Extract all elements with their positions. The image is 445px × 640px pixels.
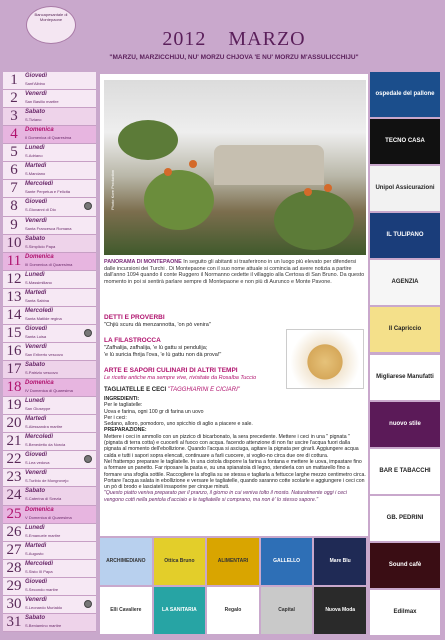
day-name: Sabato: [25, 614, 46, 621]
right-ad-column: [370, 72, 440, 637]
saint-name: S.Benedetto da Norcia: [25, 442, 66, 448]
day-number: 26: [6, 523, 22, 540]
day-row: [3, 451, 96, 469]
arte-sub: Le ricette antiche ma sempre vive, rivisitate da Rosalba Tuccio: [104, 375, 257, 381]
caption-text: In seguito gli abitanti si trasferirono in un luogo più elevato per difendersi dalle incursioni dei Turchi . Di Montepaone con il suo nome attuale si comincia ad avere notizia a partire dall'anno 1094 quando il conte Ruggero il Normanno cedette il villaggio alla Certosa di San Bruno. Da questo momento in poi si sentirà parlare sempre di Montepaone e non più di Aurunco e Monte Pavone.: [104, 259, 365, 285]
moon-phase-icon: [84, 202, 92, 210]
month-proverb: "MARZU, MARZICCHIJU, NU' MORZU CHJOVA 'E NU' MORZU M'ASSULICCHIJU": [109, 54, 359, 61]
ad-banner: BAR E TABACCHI: [370, 449, 440, 494]
day-name: Lunedì: [25, 524, 45, 531]
ad-banner: Il Capriccio: [370, 307, 440, 352]
ingredient-line: Per le tagliatelle:: [104, 402, 143, 409]
page-title: [98, 28, 370, 51]
recipe-title: [104, 387, 240, 393]
ad-tile: ALIMENTARI: [207, 538, 259, 585]
cactus-shape: [118, 120, 178, 160]
saint-name: S.Giovanni di Dio: [25, 207, 56, 213]
day-name: Mercoledì: [25, 181, 54, 188]
day-name: Giovedì: [25, 452, 48, 459]
day-number: 4: [10, 126, 18, 143]
saint-name: IV Domenica di Quaresima: [25, 388, 73, 394]
day-number: 27: [6, 541, 22, 558]
day-row: [3, 433, 96, 451]
day-number: 28: [6, 559, 22, 576]
fruit-shape: [324, 184, 332, 192]
saint-name: S.Sisto III Papa: [25, 568, 53, 574]
ad-banner: ospedale del pallone: [370, 72, 440, 117]
day-name: Sabato: [25, 362, 46, 369]
filastrocca-line2: 'e lù suricia fhrija l'ova, 'e lù gattu non dà prova!": [104, 352, 222, 358]
saint-name: San Eriberto vescovo: [25, 351, 64, 357]
day-number: 30: [6, 595, 22, 612]
day-name: Venerdì: [25, 217, 47, 224]
dish-photo: [286, 329, 364, 389]
preparation-text: Nel frattempo preparare le tagliatelle. In una ciotola disporre la farina a fontana e mettere le uova, impastare fino a formare un panetto. Far riposare la pasta e, su una spianatoia di legno, stenderla con un mattarello fino a formare una sfoglia sottile. Raccogliere la sfoglia su se stessa e tagliarla a fettucce larghe mezzo centimetro circa. Portare l'acqua salata in ebollizione e versare le tagliatelle, quando saranno cotte scolarle e aggiungere i ceci con un pò di brodo e lasciateli insaporire per cinque minuti.: [104, 458, 366, 491]
day-row: [3, 108, 96, 126]
day-name: Domenica: [25, 380, 54, 387]
ad-tile: Regalo: [207, 587, 259, 634]
day-number: 13: [6, 288, 22, 305]
saint-name: S.Beniamino martire: [25, 622, 62, 628]
preparation-text: Mettere i ceci in ammollo con un pizzico di bicarbonato, la sera precedente. Mettere i ceci in una " pignata " (pignata di terra cotta) e cuocerli al fuoco con acqua. facendo attenzione di non far uscire l'acqua fuori dalla pignata al momento dell'ebollizione. Quando l'acqua si asciuga, agitare la pignata per girarli. Aggiungere acqua calda e tutti i sapori sopra elencati, continuare a farli cuocere, si voglio-no circa due ore di cottura.: [104, 433, 359, 459]
saint-name: San Giuseppe: [25, 406, 51, 412]
day-row: [3, 271, 96, 289]
ingredient-line: Per i ceci:: [104, 414, 127, 421]
day-number: 24: [6, 487, 22, 504]
year: 2012: [162, 28, 207, 50]
saint-name: V Domenica di Quaresima: [25, 514, 72, 520]
ad-banner: AGENZIA: [370, 260, 440, 305]
ad-banner: Unipol Assicurazioni: [370, 166, 440, 211]
saint-name: S.Turibio de Mongrovejo: [25, 478, 69, 484]
ad-tile: Elli Cavaliere: [100, 587, 152, 634]
day-number: 9: [10, 216, 18, 233]
day-list: [3, 72, 96, 632]
day-row: [3, 126, 96, 144]
day-name: Sabato: [25, 488, 46, 495]
bottom-ad-grid: [100, 538, 368, 636]
day-number: 25: [6, 505, 22, 522]
saint-name: S.Augusto: [25, 550, 44, 556]
day-number: 6: [10, 162, 18, 179]
saint-name: S.Leonardo Murialdo: [25, 604, 63, 610]
saint-name: Santa Francesca Romana: [25, 225, 72, 231]
ad-tile: Mare Blu: [314, 538, 366, 585]
saint-name: S.Marciano: [25, 171, 46, 177]
recipe-body: [104, 396, 366, 503]
day-number: 8: [10, 198, 18, 215]
day-number: 21: [6, 433, 22, 450]
day-name: Giovedì: [25, 325, 48, 332]
day-number: 23: [6, 469, 22, 486]
ingredients-heading: INGREDIENTI:: [104, 396, 140, 402]
main-content: [100, 74, 368, 536]
ad-tile: GALLELLO: [261, 538, 313, 585]
ingredient-line: Uova e farina, ogni 100 gr di farina un uovo: [104, 408, 204, 415]
day-number: 11: [6, 252, 22, 269]
day-number: 22: [6, 451, 22, 468]
day-row: [3, 415, 96, 433]
detti-text: "Chjiù scuru dà menzannotta, 'on pò venira": [104, 322, 211, 328]
ad-banner: IL TULIPANO: [370, 213, 440, 258]
moon-phase-icon: [84, 329, 92, 337]
saint-name: S.Simplicio Papa: [25, 243, 56, 249]
fruit-shape: [164, 168, 172, 176]
day-row: [3, 487, 96, 505]
moon-phase-icon: [84, 455, 92, 463]
ad-banner: TECNO CASA: [370, 119, 440, 164]
filastrocca-title: LA FILASTROCCA: [104, 337, 161, 344]
saint-name: S.Secondo martire: [25, 586, 59, 592]
day-number: 14: [6, 306, 22, 323]
saint-name: Sante Perpetua e Felicita: [25, 189, 70, 195]
day-number: 31: [6, 613, 22, 630]
ad-tile: Ottica Bruno: [154, 538, 206, 585]
day-number: 5: [10, 144, 18, 161]
day-name: Mercoledì: [25, 560, 54, 567]
saint-name: S.Lea vedova: [25, 460, 50, 466]
day-number: 18: [6, 379, 22, 396]
day-name: Venerdì: [25, 343, 47, 350]
day-name: Giovedì: [25, 199, 48, 206]
day-name: Lunedì: [25, 271, 45, 278]
cactus-shape: [274, 190, 354, 250]
detti-title: DETTI E PROVERBI: [104, 314, 165, 321]
day-row: [3, 560, 96, 578]
photo-caption: [104, 259, 366, 285]
day-row: [3, 596, 96, 614]
recipe-note: "Questo piatto veniva preparato per il pranzo, il giorno in cui veniva tolto il mosto. Naturalmente oggi i ceci vengono cotti nella pentola d'acciaio e le tagliatelle si comprano, ma non è' lo stesso sapore.": [104, 490, 347, 503]
day-row: [3, 162, 96, 180]
saint-name: III Domenica di Quaresima: [25, 261, 73, 267]
town-shape: [214, 145, 324, 185]
day-name: Lunedì: [25, 398, 45, 405]
ad-banner: GB. PEDRINI: [370, 496, 440, 541]
day-number: 16: [6, 342, 22, 359]
panorama-photo: [104, 80, 366, 255]
recipe-dialect-name: "TAGGHIARINI E CICIARI": [167, 387, 240, 393]
logo-text: Bancapesantale di Montepaone: [34, 12, 68, 22]
saint-name: S.Adriano: [25, 153, 43, 159]
day-name: Mercoledì: [25, 307, 54, 314]
saint-name: S.Alessandra martire: [25, 424, 63, 430]
day-name: Sabato: [25, 235, 46, 242]
ad-tile: Capital: [261, 587, 313, 634]
day-row: [3, 307, 96, 325]
saint-name: S.Emanuele martire: [25, 532, 61, 538]
day-row: [3, 614, 96, 632]
recipe-name: TAGLIATELLE E CECI: [104, 387, 167, 393]
ingredient-line: Sedano, alloro, pomodoro, uno spicchio di aglio a piacere e sale.: [104, 421, 253, 428]
day-row: [3, 253, 96, 271]
day-number: 10: [6, 234, 22, 251]
day-number: 15: [6, 324, 22, 341]
saint-name: San Basilio martire: [25, 99, 59, 105]
day-row: [3, 524, 96, 542]
arte-title: ARTE E SAPORI CULINARI DI ALTRI TEMPI: [104, 367, 238, 374]
day-number: 2: [10, 90, 18, 107]
day-name: Venerdì: [25, 596, 47, 603]
day-name: Giovedì: [25, 578, 48, 585]
day-row: [3, 469, 96, 487]
day-name: Domenica: [25, 127, 54, 134]
day-name: Martedì: [25, 289, 47, 296]
day-row: [3, 90, 96, 108]
day-number: 1: [10, 72, 18, 88]
day-number: 12: [6, 270, 22, 287]
day-row: [3, 325, 96, 343]
day-name: Venerdì: [25, 91, 47, 98]
day-number: 3: [10, 108, 18, 125]
saint-name: II Domenica di Quaresima: [25, 135, 72, 141]
saint-name: Santa Matilde regina: [25, 315, 62, 321]
photo-credit: Photo Kore Production: [110, 169, 115, 210]
day-row: [3, 72, 96, 90]
day-number: 7: [10, 180, 18, 197]
ad-tile: Nuova Moda: [314, 587, 366, 634]
day-row: [3, 144, 96, 162]
day-name: Martedì: [25, 163, 47, 170]
saint-name: Santa Sabina: [25, 297, 50, 303]
saint-name: S.Massimiliano: [25, 279, 52, 285]
cactus-shape: [144, 170, 214, 230]
caption-lead: PANORAMA DI MONTEPAONE: [104, 259, 182, 265]
day-name: Lunedì: [25, 145, 45, 152]
day-row: [3, 578, 96, 596]
preparation-heading: PREPARAZIONE:: [104, 427, 147, 434]
day-name: Mercoledì: [25, 434, 54, 441]
ad-tile: ARCHIMEDIANO: [100, 538, 152, 585]
moon-phase-icon: [84, 600, 92, 608]
saint-name: Santa Luisa: [25, 333, 47, 339]
day-number: 20: [6, 415, 22, 432]
day-row: [3, 361, 96, 379]
fruit-shape: [189, 160, 197, 168]
day-number: 17: [6, 361, 22, 378]
day-row: [3, 379, 96, 397]
month: MARZO: [228, 28, 306, 50]
ad-tile: LA SANITARIA: [154, 587, 206, 634]
day-number: 29: [6, 577, 22, 594]
day-name: Martedì: [25, 542, 47, 549]
ad-banner: nuovo stile: [370, 402, 440, 447]
day-row: [3, 180, 96, 198]
day-row: [3, 289, 96, 307]
day-name: Venerdì: [25, 470, 47, 477]
day-name: Sabato: [25, 109, 46, 116]
fruit-shape: [304, 188, 312, 196]
ad-banner: Edilmax: [370, 590, 440, 635]
day-row: [3, 217, 96, 235]
ad-banner: Sound cafè: [370, 543, 440, 588]
day-name: Domenica: [25, 253, 54, 260]
saint-name: S.Patrizio vescovo: [25, 370, 58, 376]
day-row: [3, 198, 96, 216]
day-name: Domenica: [25, 506, 54, 513]
saint-name: Sant'Albino: [25, 81, 46, 86]
day-row: [3, 343, 96, 361]
day-row: [3, 397, 96, 415]
day-row: [3, 235, 96, 253]
day-number: 19: [6, 397, 22, 414]
saint-name: S.Tiziano: [25, 117, 42, 123]
saint-name: S.Caterina di Svezia: [25, 496, 62, 502]
filastrocca-line1: "Zafhalija, zafhalija, 'e lù gattu si pendulija;: [104, 345, 208, 351]
day-name: Martedì: [25, 416, 47, 423]
day-row: [3, 542, 96, 560]
day-name: Giovedì: [25, 73, 48, 79]
day-row: [3, 506, 96, 524]
page-header: [98, 28, 370, 72]
ad-banner: Migliarese Manufatti: [370, 355, 440, 400]
